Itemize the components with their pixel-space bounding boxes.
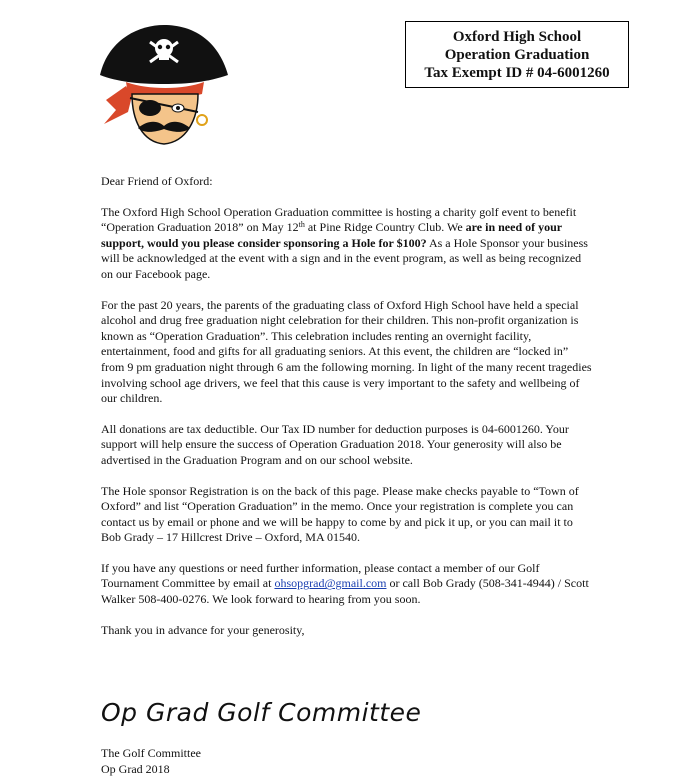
letter-body	[101, 174, 593, 638]
pirate-mascot-logo	[98, 20, 230, 160]
signature-block	[101, 746, 201, 777]
signer-org: Op Grad 2018	[101, 761, 170, 776]
sponsor-request: are in need of your support, would you please consider sponsoring a Hole for $100?	[101, 220, 562, 250]
salutation: Dear Friend of Oxford:	[101, 174, 213, 188]
paragraph-registration: The Hole sponsor Registration is on the back of this page. Please make checks payable to “Town of Oxford” and list “Operation Graduation” in the memo. Once your registration is complete you can contact us by email or phone and we will be happy to come by and pick it up, or you can mail it to Bob Grady – 17 Hillcrest Drive – Oxford, MA 01540.	[101, 483, 579, 545]
email-link[interactable]: ohsopgrad@gmail.com	[274, 576, 387, 591]
paragraph-contact: If you have any questions or need further information, please contact a member of our Golf Tournament Committee by email at ohsopgrad@gmail.com or call Bob Grady (508-341-4944) / Scott Walker 508-400-0276. We look forward to hearing from you soon.	[101, 560, 589, 607]
closing-line: Thank you in advance for your generosity,	[101, 622, 305, 637]
signer-name: The Golf Committee	[101, 746, 201, 760]
handwritten-signature: Op Grad Golf Committee	[101, 698, 422, 727]
school-info-box	[405, 21, 629, 88]
program-name: Operation Graduation	[444, 47, 590, 63]
paragraph-intro: The Oxford High School Operation Graduation committee is hosting a charity golf event to benefit “Operation Graduation 2018” on May 12th at Pine Ridge Country Club. We are in need of your support, would you please consider sponsoring a Hole for $100? As a Hole Sponsor your business will be acknowledged at the event with a sign and in the event program, as well as being recognized on our Facebook page.	[101, 204, 588, 281]
paragraph-history: For the past 20 years, the parents of the graduating class of Oxford High School have held a special alcohol and drug free graduation night celebration for their children. This non-profit organization is known as “Operation Graduation”. This celebration includes renting an overnight facility, entertainment, food and gifts for all graduating seniors. At this event, the children are “locked in” from 9 pm graduation night through 6 am the following morning. In light of the many recent tragedies involving school age drivers, we feel that this cause is very important to the safety and wellbeing of our children.	[101, 297, 592, 406]
paragraph-tax: All donations are tax deductible. Our Tax ID number for deduction purposes is 04-6001260. Your support will help ensure the success of Operation Graduation 2018. Your generosity will also be advertised in the Graduation Program and on our school website.	[101, 421, 569, 467]
tax-exempt-id: Tax Exempt ID # 04-6001260	[424, 65, 610, 81]
school-name: Oxford High School	[452, 29, 582, 45]
